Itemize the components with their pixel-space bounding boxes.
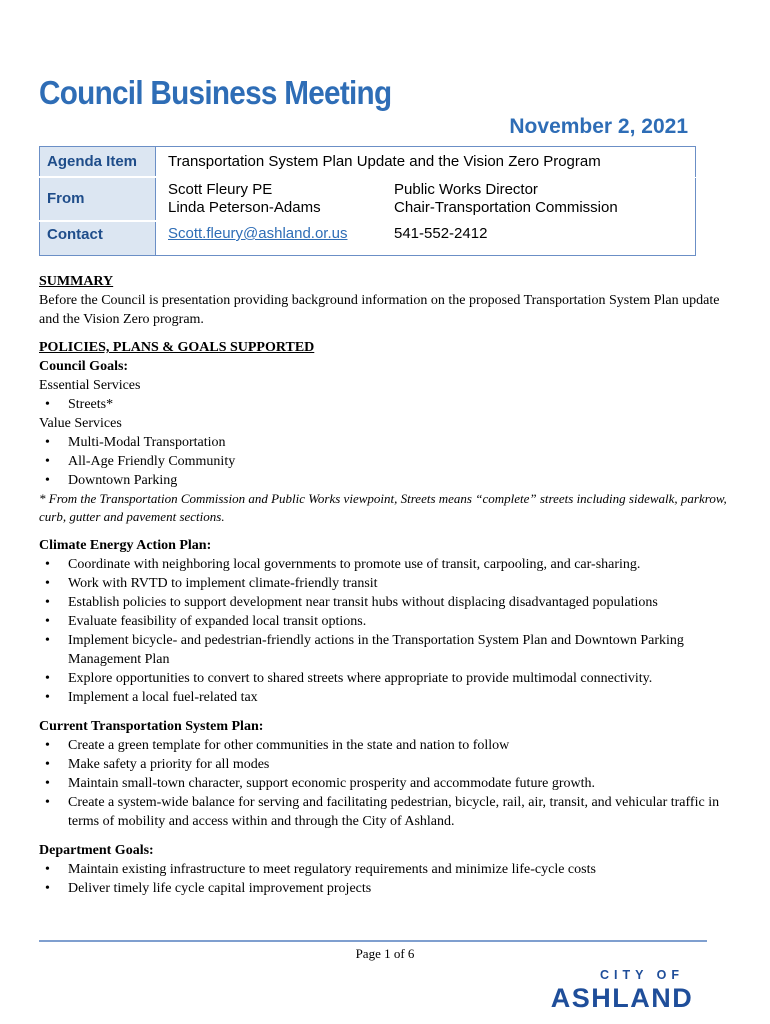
- current-tsp-heading: Current Transportation System Plan:: [39, 719, 264, 734]
- list-item: • Downtown Parking: [39, 471, 734, 490]
- list-item: • Implement a local fuel-related tax: [39, 688, 734, 707]
- city-of-ashland-logo: [540, 966, 705, 1010]
- table-row-from: [40, 177, 696, 221]
- list-item: • Create a green template for other communities in the state and nation to follow: [39, 736, 734, 755]
- contact-label: Contact: [40, 221, 156, 256]
- table-row-agenda-item: [40, 147, 696, 178]
- value-services-label: Value Services: [39, 416, 122, 431]
- summary-heading: SUMMARY: [39, 274, 114, 289]
- department-goals-list: [39, 860, 734, 898]
- list-item: • Multi-Modal Transportation: [39, 433, 734, 452]
- agenda-item-label: Agenda Item: [40, 147, 156, 178]
- logo-ashland-text: ASHLAND: [550, 983, 694, 1010]
- climate-plan-list: [39, 555, 734, 707]
- meeting-date: November 2, 2021: [509, 115, 688, 138]
- from-title-1: Public Works Director: [394, 181, 538, 199]
- page-title: Council Business Meeting: [39, 74, 392, 111]
- council-goals-heading: Council Goals:: [39, 359, 129, 374]
- department-goals-heading: Department Goals:: [39, 843, 154, 858]
- value-services-list: [39, 433, 734, 490]
- climate-plan-heading: Climate Energy Action Plan:: [39, 538, 212, 553]
- list-item: • Make safety a priority for all modes: [39, 755, 734, 774]
- table-row-contact: [40, 221, 696, 256]
- footer-divider: [39, 940, 707, 942]
- streets-footnote: * From the Transportation Commission and Public Works viewpoint, Streets means “complete” streets including sidewalk, parkrow, curb, gutter and pavement sections.: [39, 491, 727, 524]
- list-item: • All-Age Friendly Community: [39, 452, 734, 471]
- agenda-info-table: [39, 146, 696, 256]
- logo-city-of-text: CITY OF: [599, 968, 685, 982]
- document-body: [39, 272, 734, 898]
- list-item: • Streets*: [39, 395, 734, 414]
- page-number: Page 1 of 6: [355, 946, 415, 961]
- policies-heading: POLICIES, PLANS & GOALS SUPPORTED: [39, 340, 315, 355]
- list-item: • Create a system-wide balance for serving and facilitating pedestrian, bicycle, rail, air, transit, and vehicular traffic in terms of mobility and access within and through the City of Ashland.: [39, 793, 734, 831]
- list-item: • Maintain small-town character, support economic prosperity and accommodate future growth.: [39, 774, 734, 793]
- from-names: [156, 177, 387, 221]
- list-item: • Evaluate feasibility of expanded local transit options.: [39, 612, 734, 631]
- from-label: From: [40, 177, 156, 221]
- current-tsp-list: [39, 736, 734, 831]
- from-title-2: Chair-Transportation Commission: [394, 199, 618, 217]
- from-name-1: Scott Fleury PE: [168, 181, 273, 199]
- summary-text: Before the Council is presentation providing background information on the proposed Transportation System Plan update and the Vision Zero program.: [39, 293, 720, 327]
- agenda-item-value: Transportation System Plan Update and the Vision Zero Program: [156, 147, 696, 178]
- list-item: • Deliver timely life cycle capital improvement projects: [39, 879, 734, 898]
- list-item: • Establish policies to support development near transit hubs without displacing disadvantaged populations: [39, 593, 734, 612]
- essential-services-label: Essential Services: [39, 378, 141, 393]
- list-item: • Coordinate with neighboring local governments to promote use of transit, carpooling, and car-sharing.: [39, 555, 734, 574]
- from-titles: [386, 177, 696, 221]
- list-item: • Explore opportunities to convert to shared streets where appropriate to provide multimodal connectivity.: [39, 669, 734, 688]
- contact-email-cell: [156, 221, 387, 256]
- list-item: • Maintain existing infrastructure to meet regulatory requirements and minimize life-cycle costs: [39, 860, 734, 879]
- list-item: • Implement bicycle- and pedestrian-friendly actions in the Transportation System Plan and Downtown Parking Management Plan: [39, 631, 734, 669]
- contact-phone: 541-552-2412: [394, 225, 488, 242]
- contact-email-link[interactable]: Scott.fleury@ashland.or.us: [168, 225, 348, 242]
- from-name-2: Linda Peterson-Adams: [168, 199, 321, 217]
- list-item: • Work with RVTD to implement climate-friendly transit: [39, 574, 734, 593]
- essential-services-list: [39, 395, 734, 414]
